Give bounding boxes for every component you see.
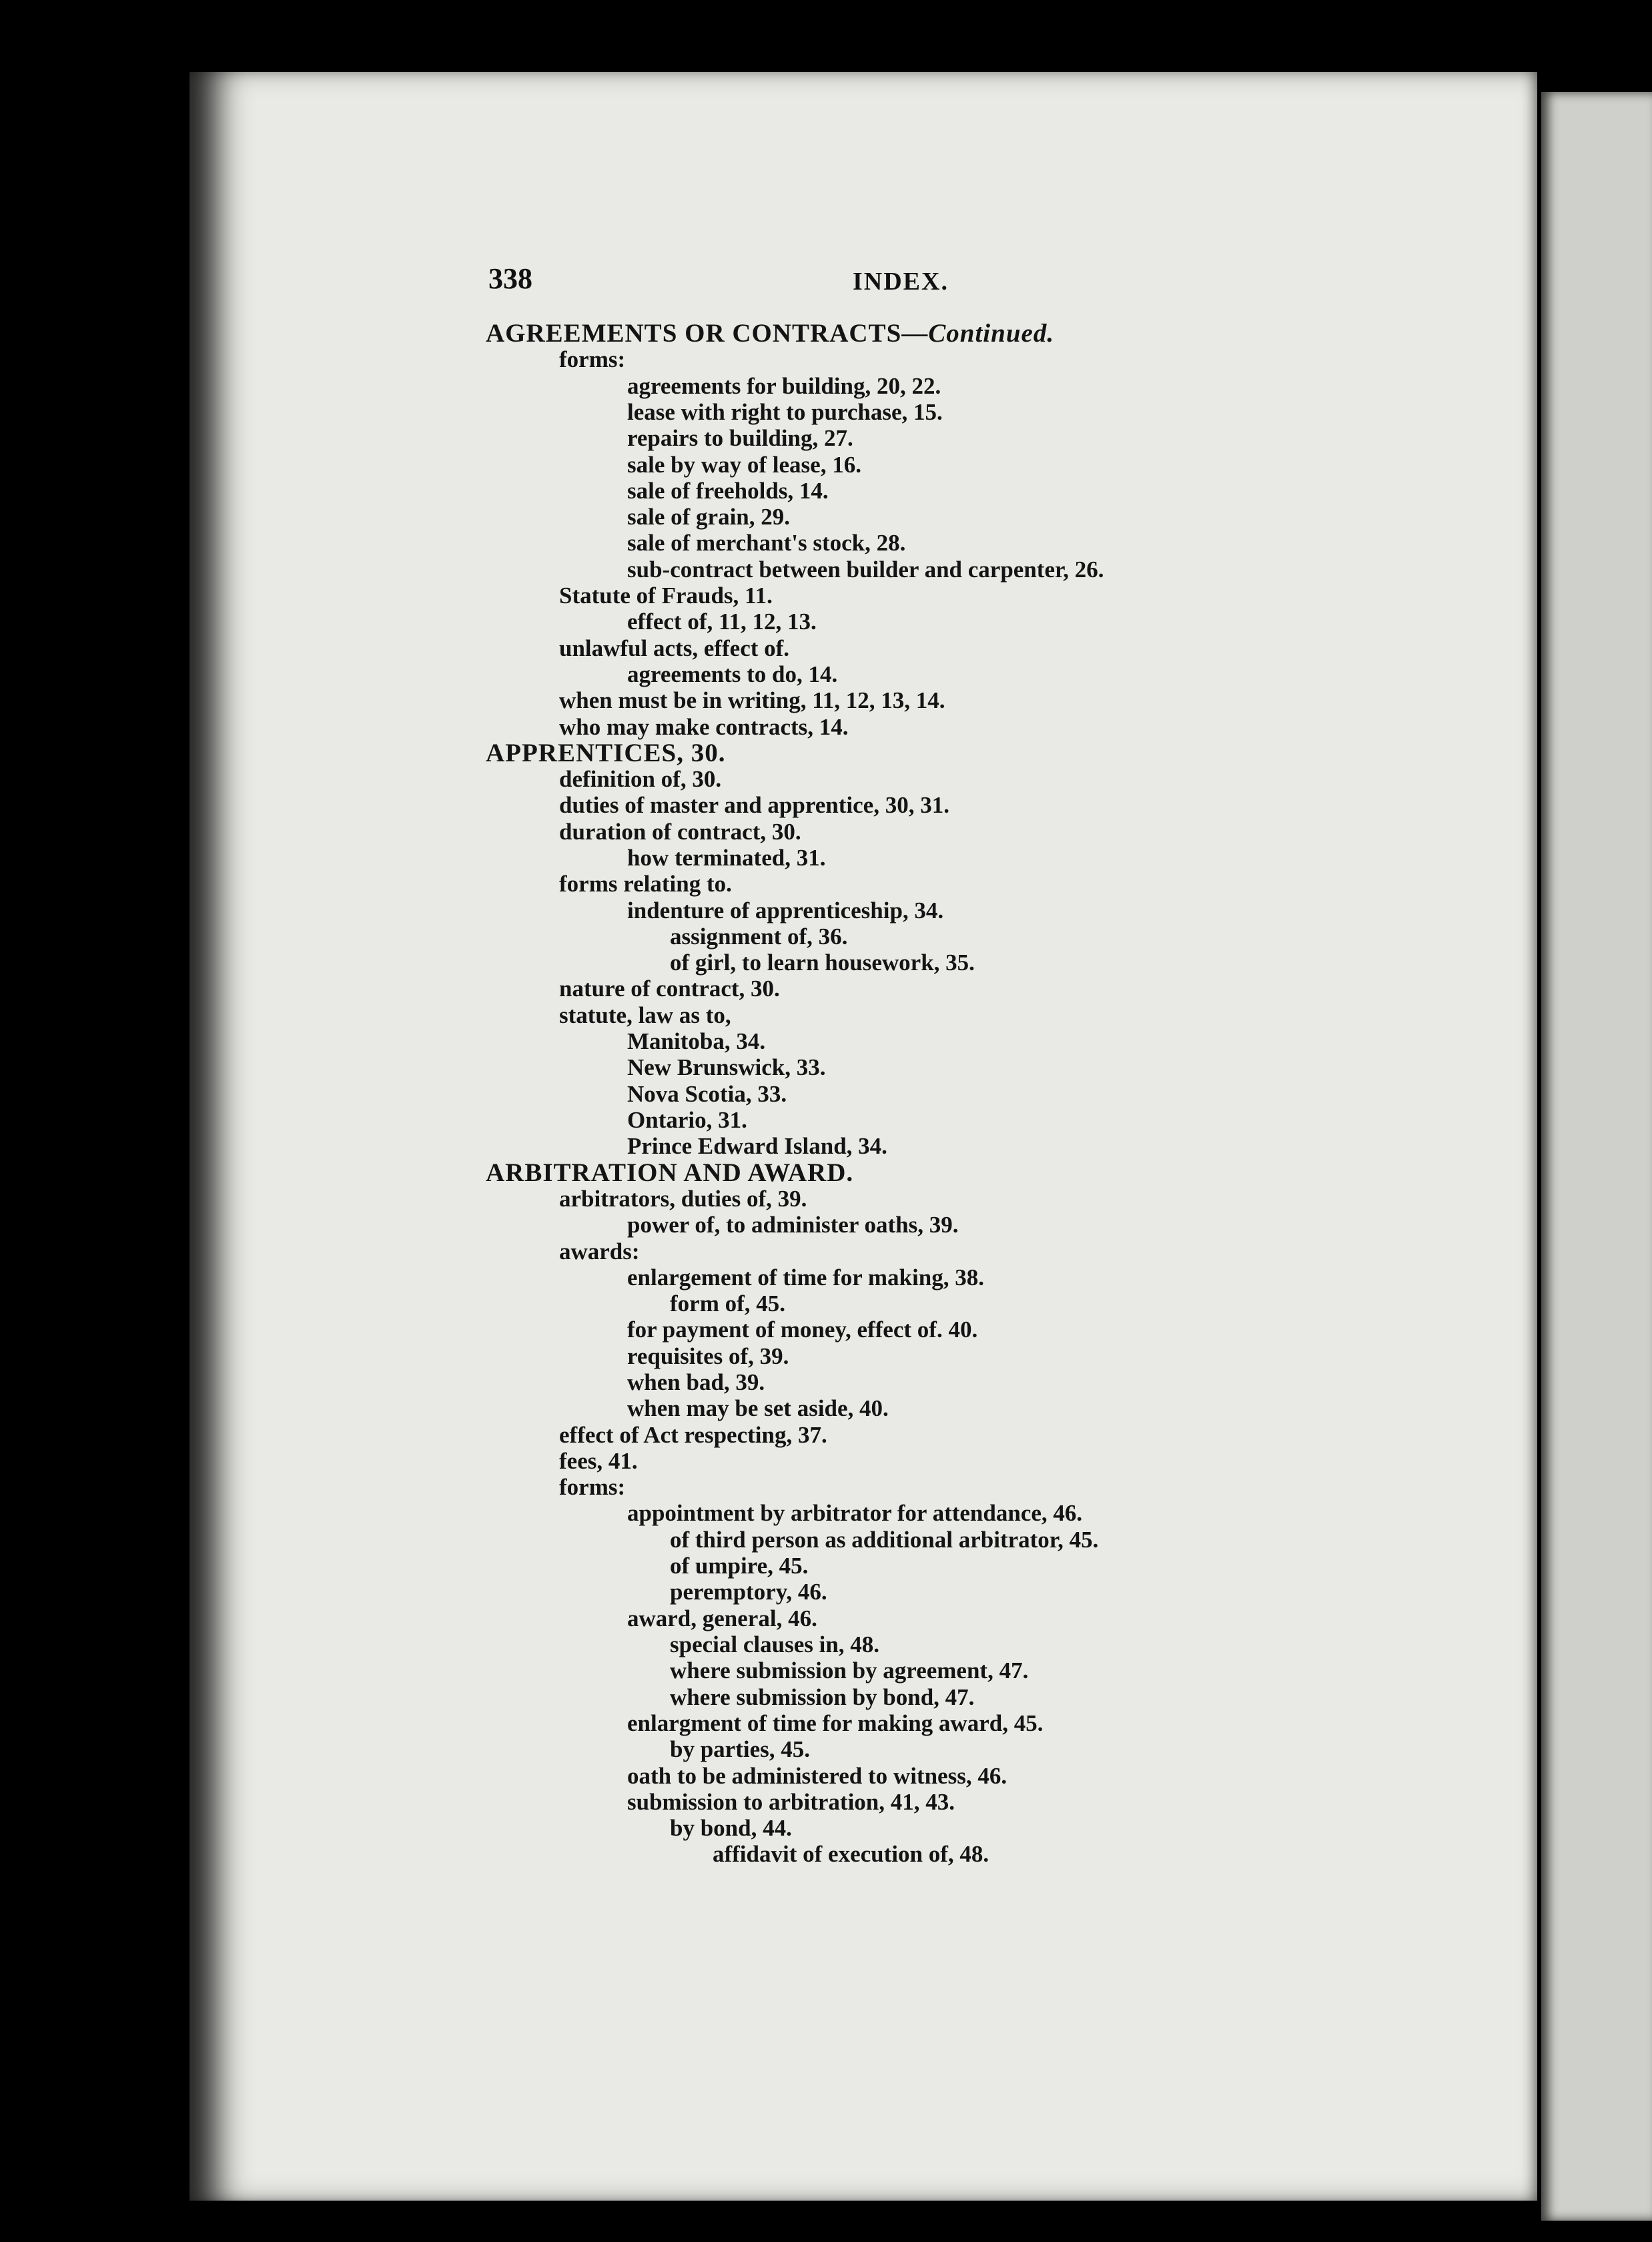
index-entry: [670, 1527, 1098, 1553]
index-entry: [559, 714, 849, 741]
index-entry-text: indenture of apprenticeship, 34.: [627, 897, 944, 923]
index-entry: [627, 478, 829, 504]
index-entry-text: effect of, 11, 12, 13.: [627, 609, 817, 635]
index-entry-text: of third person as additional arbitrator, 45.: [670, 1527, 1099, 1553]
index-entry: [627, 897, 943, 924]
index-entry: [670, 1553, 808, 1579]
index-entry: [627, 425, 853, 452]
index-entry: [559, 976, 780, 1002]
index-entry-text: duration of contract, 30.: [559, 819, 801, 845]
index-heading: [486, 320, 1054, 347]
index-entry: [627, 1054, 826, 1081]
index-entry-text: when bad, 39.: [627, 1369, 765, 1395]
index-entry: [713, 1841, 989, 1868]
page-number: 338: [488, 262, 532, 295]
index-entry: [670, 1657, 1028, 1684]
index-entry: [559, 792, 949, 819]
index-entry-text: by bond, 44.: [670, 1815, 792, 1841]
index-heading: [486, 740, 725, 767]
index-entry-text: how terminated, 31.: [627, 845, 826, 871]
index-entry-text: definition of, 30.: [559, 766, 722, 792]
index-entry-text: statute, law as to,: [559, 1002, 731, 1028]
running-head: INDEX.: [853, 268, 949, 296]
index-entry-text: where submission by bond, 47.: [670, 1684, 975, 1710]
index-entry: [559, 1474, 625, 1501]
index-entry: [559, 583, 773, 609]
index-entry-text: effect of Act respecting, 37.: [559, 1422, 827, 1448]
index-entry-text: of girl, to learn housework, 35.: [670, 950, 975, 976]
index-entry: [627, 504, 790, 530]
index-entry: [670, 1579, 827, 1605]
index-entry: [627, 1133, 887, 1160]
index-entry: [670, 1736, 810, 1763]
index-entry: [627, 1710, 1043, 1737]
index-entry: [670, 923, 847, 950]
index-entry-text: special clauses in, 48.: [670, 1631, 880, 1657]
index-entry: [670, 1631, 879, 1658]
index-entry: [627, 1500, 1082, 1527]
index-entry: [559, 766, 721, 793]
index-entry-text: repairs to building, 27.: [627, 425, 853, 451]
index-entry: [627, 845, 825, 871]
index-entry-text: submission to arbitration, 41, 43.: [627, 1789, 955, 1815]
index-entry: [559, 1422, 827, 1449]
index-entry-text: sale by way of lease, 16.: [627, 452, 861, 478]
index-entry: [559, 1002, 731, 1029]
index-entry-text: Statute of Frauds, 11.: [559, 583, 773, 609]
index-entry: [627, 1343, 789, 1370]
index-entry: [559, 1238, 640, 1265]
index-entry-text: by parties, 45.: [670, 1736, 810, 1762]
index-entry-text: agreements to do, 14.: [627, 661, 838, 687]
index-entry: [670, 1815, 792, 1842]
index-entry-text: form of, 45.: [670, 1290, 786, 1317]
index-entry: [627, 1317, 977, 1343]
index-entry: [559, 1448, 638, 1475]
index-entry: [627, 1763, 1007, 1790]
index-entry-text: awards:: [559, 1238, 640, 1264]
index-entry: [670, 950, 975, 976]
index-entry: [559, 346, 625, 373]
index-entry: [627, 1605, 817, 1632]
index-entry: [670, 1290, 785, 1317]
index-entry: [559, 635, 789, 662]
index-entry-text: forms:: [559, 1474, 626, 1500]
continued-label: Continued.: [928, 319, 1055, 348]
index-entry-text: sub-contract between builder and carpenter, 26.: [627, 556, 1104, 583]
index-entry: [627, 1789, 955, 1816]
index-entry-text: sale of freeholds, 14.: [627, 478, 829, 504]
index-entry-text: where submission by agreement, 47.: [670, 1657, 1029, 1684]
index-entry-text: when must be in writing, 11, 12, 13, 14.: [559, 687, 945, 713]
index-entry-text: enlargment of time for making award, 45.: [627, 1710, 1044, 1736]
index-entry: [559, 1186, 807, 1212]
facing-page-edge: [1541, 92, 1652, 2221]
index-entry: [627, 1107, 747, 1134]
index-entry-text: Prince Edward Island, 34.: [627, 1133, 887, 1159]
index-entry-text: agreements for building, 20, 22.: [627, 373, 941, 399]
index-entry: [627, 1081, 787, 1108]
index-entry-text: unlawful acts, effect of.: [559, 635, 790, 661]
index-entry-text: of umpire, 45.: [670, 1553, 809, 1579]
index-entry-text: appointment by arbitrator for attendance, 46.: [627, 1500, 1083, 1526]
index-entry-text: AGREEMENTS OR CONTRACTS—: [486, 319, 929, 348]
index-entry-text: nature of contract, 30.: [559, 976, 780, 1002]
index-entry: [627, 530, 905, 556]
index-entry-text: award, general, 46.: [627, 1605, 817, 1631]
index-entry: [627, 1369, 765, 1396]
index-entry: [627, 1264, 984, 1291]
index-entry-text: Nova Scotia, 33.: [627, 1081, 787, 1107]
index-entry: [627, 556, 1104, 583]
index-entry: [559, 819, 801, 845]
index-entry-text: oath to be administered to witness, 46.: [627, 1763, 1007, 1789]
index-entry-text: duties of master and apprentice, 30, 31.: [559, 792, 949, 818]
index-entry: [559, 687, 945, 714]
index-entry-text: who may make contracts, 14.: [559, 714, 849, 740]
index-entry-text: Ontario, 31.: [627, 1107, 747, 1133]
index-entry-text: arbitrators, duties of, 39.: [559, 1186, 807, 1212]
index-entry-text: APPRENTICES, 30.: [486, 739, 726, 767]
index-entry-text: for payment of money, effect of. 40.: [627, 1317, 978, 1343]
index-entry: [627, 452, 861, 478]
index-entry-text: lease with right to purchase, 15.: [627, 399, 943, 425]
index-entry-text: sale of grain, 29.: [627, 504, 791, 530]
index-heading: [486, 1160, 853, 1186]
index-entry-text: forms:: [559, 346, 626, 372]
index-entry: [627, 1395, 889, 1422]
index-entry-text: affidavit of execution of, 48.: [713, 1841, 989, 1867]
index-entry-text: power of, to administer oaths, 39.: [627, 1212, 959, 1238]
index-entry: [627, 609, 817, 635]
index-entry-text: requisites of, 39.: [627, 1343, 789, 1369]
index-entry-text: enlargement of time for making, 38.: [627, 1264, 984, 1290]
index-entry-text: New Brunswick, 33.: [627, 1054, 826, 1080]
index-entry-text: ARBITRATION AND AWARD.: [486, 1158, 854, 1187]
index-entry-text: peremptory, 46.: [670, 1579, 827, 1605]
index-entry: [627, 373, 941, 400]
index-entry: [559, 871, 732, 897]
index-entry-text: when may be set aside, 40.: [627, 1395, 889, 1421]
index-entry-text: fees, 41.: [559, 1448, 638, 1474]
index-entry: [670, 1684, 974, 1711]
index-entry: [627, 1028, 765, 1055]
index-entry: [627, 1212, 958, 1238]
index-entry: [627, 399, 943, 426]
index-entry: [627, 661, 837, 688]
index-entry-text: forms relating to.: [559, 871, 732, 897]
index-entry-text: Manitoba, 34.: [627, 1028, 766, 1054]
index-entry-text: assignment of, 36.: [670, 923, 848, 950]
index-entry-text: sale of merchant's stock, 28.: [627, 530, 906, 556]
